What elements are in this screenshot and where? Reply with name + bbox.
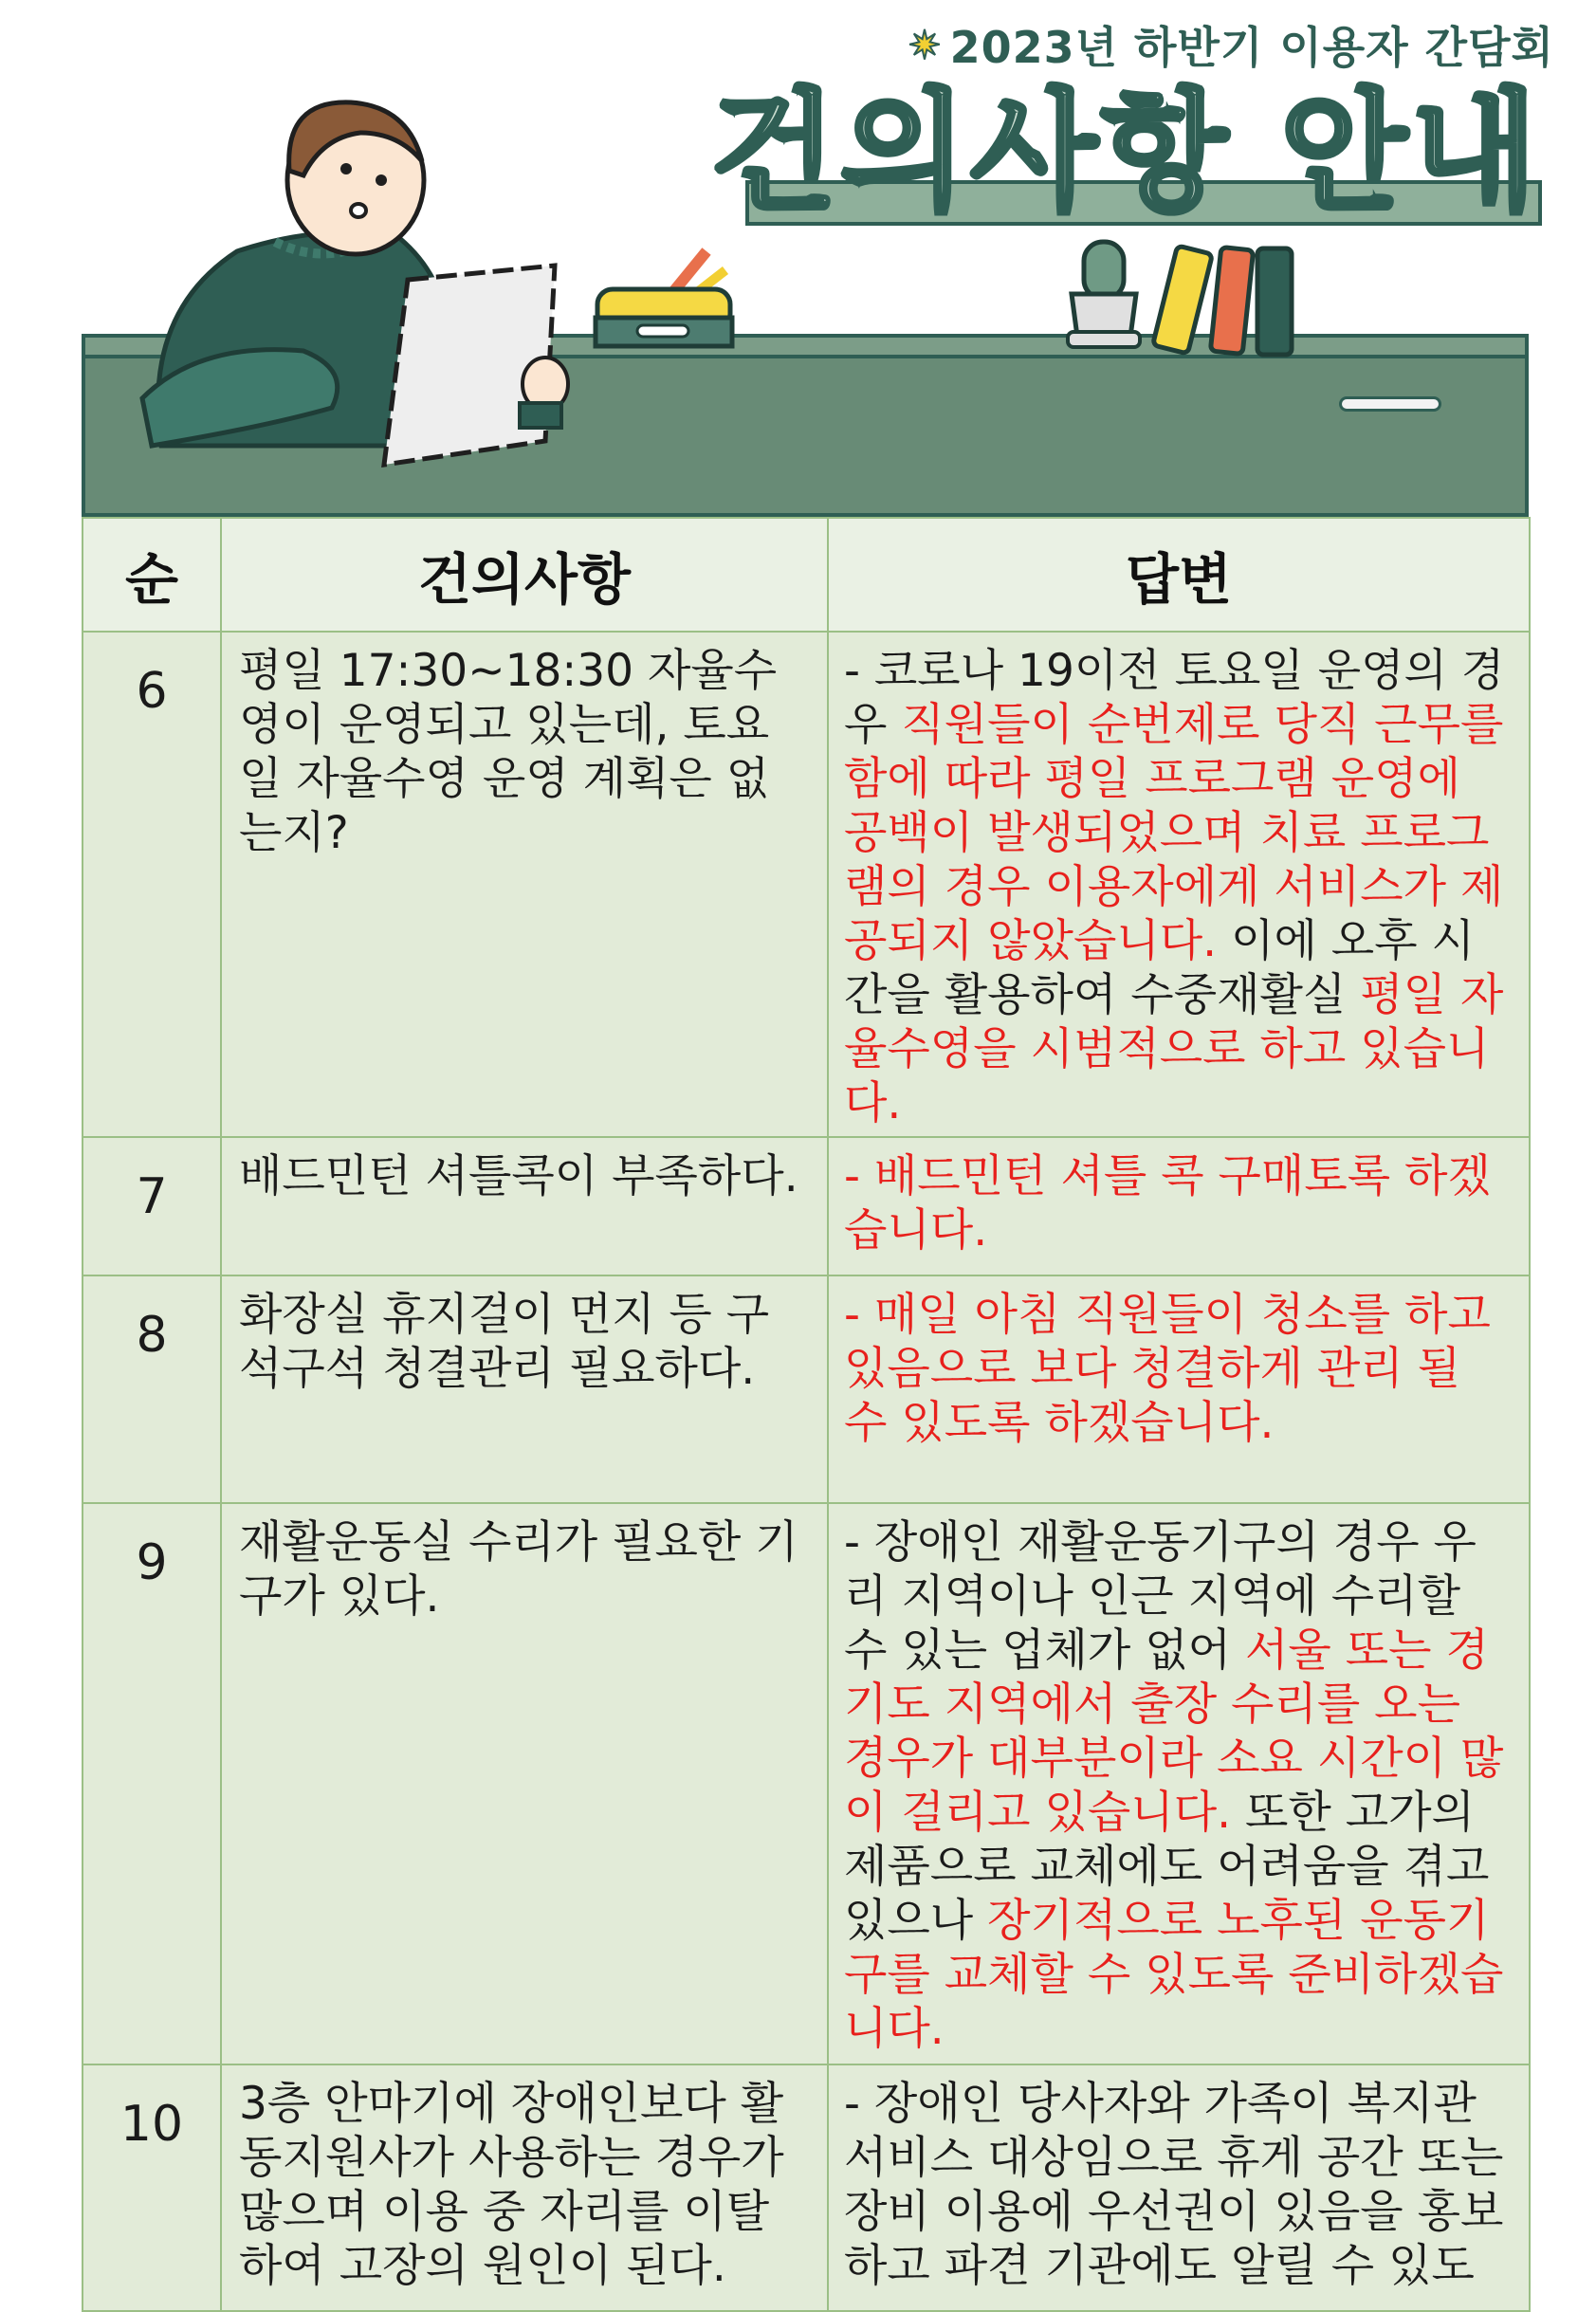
sparkle-star-icon: ✷: [908, 21, 943, 68]
row-number: 6: [83, 632, 221, 1137]
header-illustration: [0, 0, 1596, 517]
page-title: 건의사항 안내: [710, 76, 1541, 229]
answer-cell: [828, 2064, 1530, 2311]
table-row: [83, 2064, 1530, 2311]
row-number: 8: [83, 1275, 221, 1503]
answer-highlight-text: 장기적으로 노후된 운동기구를 교체할 수 있도록 준비하겠습니다.: [844, 1895, 1504, 2055]
event-subtitle-text: 2023년 하반기 이용자 간담회: [949, 22, 1554, 73]
col-header-suggestion: 건의사항: [221, 518, 828, 632]
pencil-box-illustration: [596, 251, 732, 346]
table-row: [83, 1137, 1530, 1275]
person-reading-illustration: [142, 102, 568, 465]
answer-text: - 코로나 19이전 토요일 운영의 경우: [844, 645, 1505, 751]
table-row: [83, 632, 1530, 1137]
cactus-pot-illustration: [1068, 242, 1140, 347]
col-header-answer: 답변: [828, 518, 1530, 632]
answer-text: - 장애인 재활운동기구의 경우 우리 지역이나 인근 지역에 수리할 수 있는 업체가 없어: [844, 1516, 1477, 1677]
col-header-number: 순: [83, 518, 221, 632]
answer-text: 또한 고가의 제품으로 교체에도 어려움을 겪고 있으나: [844, 1787, 1490, 1947]
row-number: 9: [83, 1503, 221, 2064]
suggestion-text: 3층 안마기에 장애인보다 활동지원사가 사용하는 경우가 많으며 이용 중 자리를 이탈하여 고장의 원인이 된다.: [221, 2064, 828, 2311]
row-number: 7: [83, 1137, 221, 1275]
suggestions-table: [82, 517, 1531, 2312]
answer-text: 이에 오후 시간을 활용하여 수중재활실: [844, 915, 1475, 1021]
answer-text: - 장애인 당사자와 가족이 복지관 서비스 대상임으로 휴게 공간 또는 장비 이용에 우선권이 있음을 홍보하고 파견 기관에도 알릴 수 있도: [844, 2078, 1504, 2292]
answer-cell: [828, 1503, 1530, 2064]
answer-highlight-text: 서울 또는 경기도 지역에서 출장 수리를 오는 경우가 대부분이라 소요 시간이 많이 걸리고 있습니다.: [844, 1624, 1504, 1839]
answer-cell: [828, 1275, 1530, 1503]
table-header-row: [83, 518, 1530, 632]
table-row: [83, 1503, 1530, 2064]
answer-highlight-text: - 매일 아침 직원들이 청소를 하고 있음으로 보다 청결하게 관리 될 수 있도록 하겠습니다.: [844, 1289, 1491, 1449]
answer-highlight-text: 평일 자율수영을 시범적으로 하고 있습니다.: [844, 969, 1504, 1129]
table-row: [83, 1275, 1530, 1503]
answer-cell: [828, 1137, 1530, 1275]
suggestion-text: 화장실 휴지걸이 먼지 등 구석구석 청결관리 필요하다.: [221, 1275, 828, 1503]
answer-highlight-text: 직원들이 순번제로 당직 근무를 함에 따라 평일 프로그램 운영에 공백이 발생되었으며 치료 프로그램의 경우 이용자에게 서비스가 제공되지 않았습니다.: [844, 699, 1504, 967]
books-illustration: [1153, 246, 1292, 355]
answer-highlight-text: - 배드민턴 셔틀 콕 구매토록 하겠습니다.: [844, 1150, 1491, 1257]
suggestion-text: 배드민턴 셔틀콕이 부족하다.: [221, 1137, 828, 1275]
suggestion-text: 평일 17:30~18:30 자율수영이 운영되고 있는데, 토요일 자율수영 운영 계획은 없는지?: [221, 632, 828, 1137]
suggestion-text: 재활운동실 수리가 필요한 기구가 있다.: [221, 1503, 828, 2064]
row-number: 10: [83, 2064, 221, 2311]
answer-cell: [828, 632, 1530, 1137]
